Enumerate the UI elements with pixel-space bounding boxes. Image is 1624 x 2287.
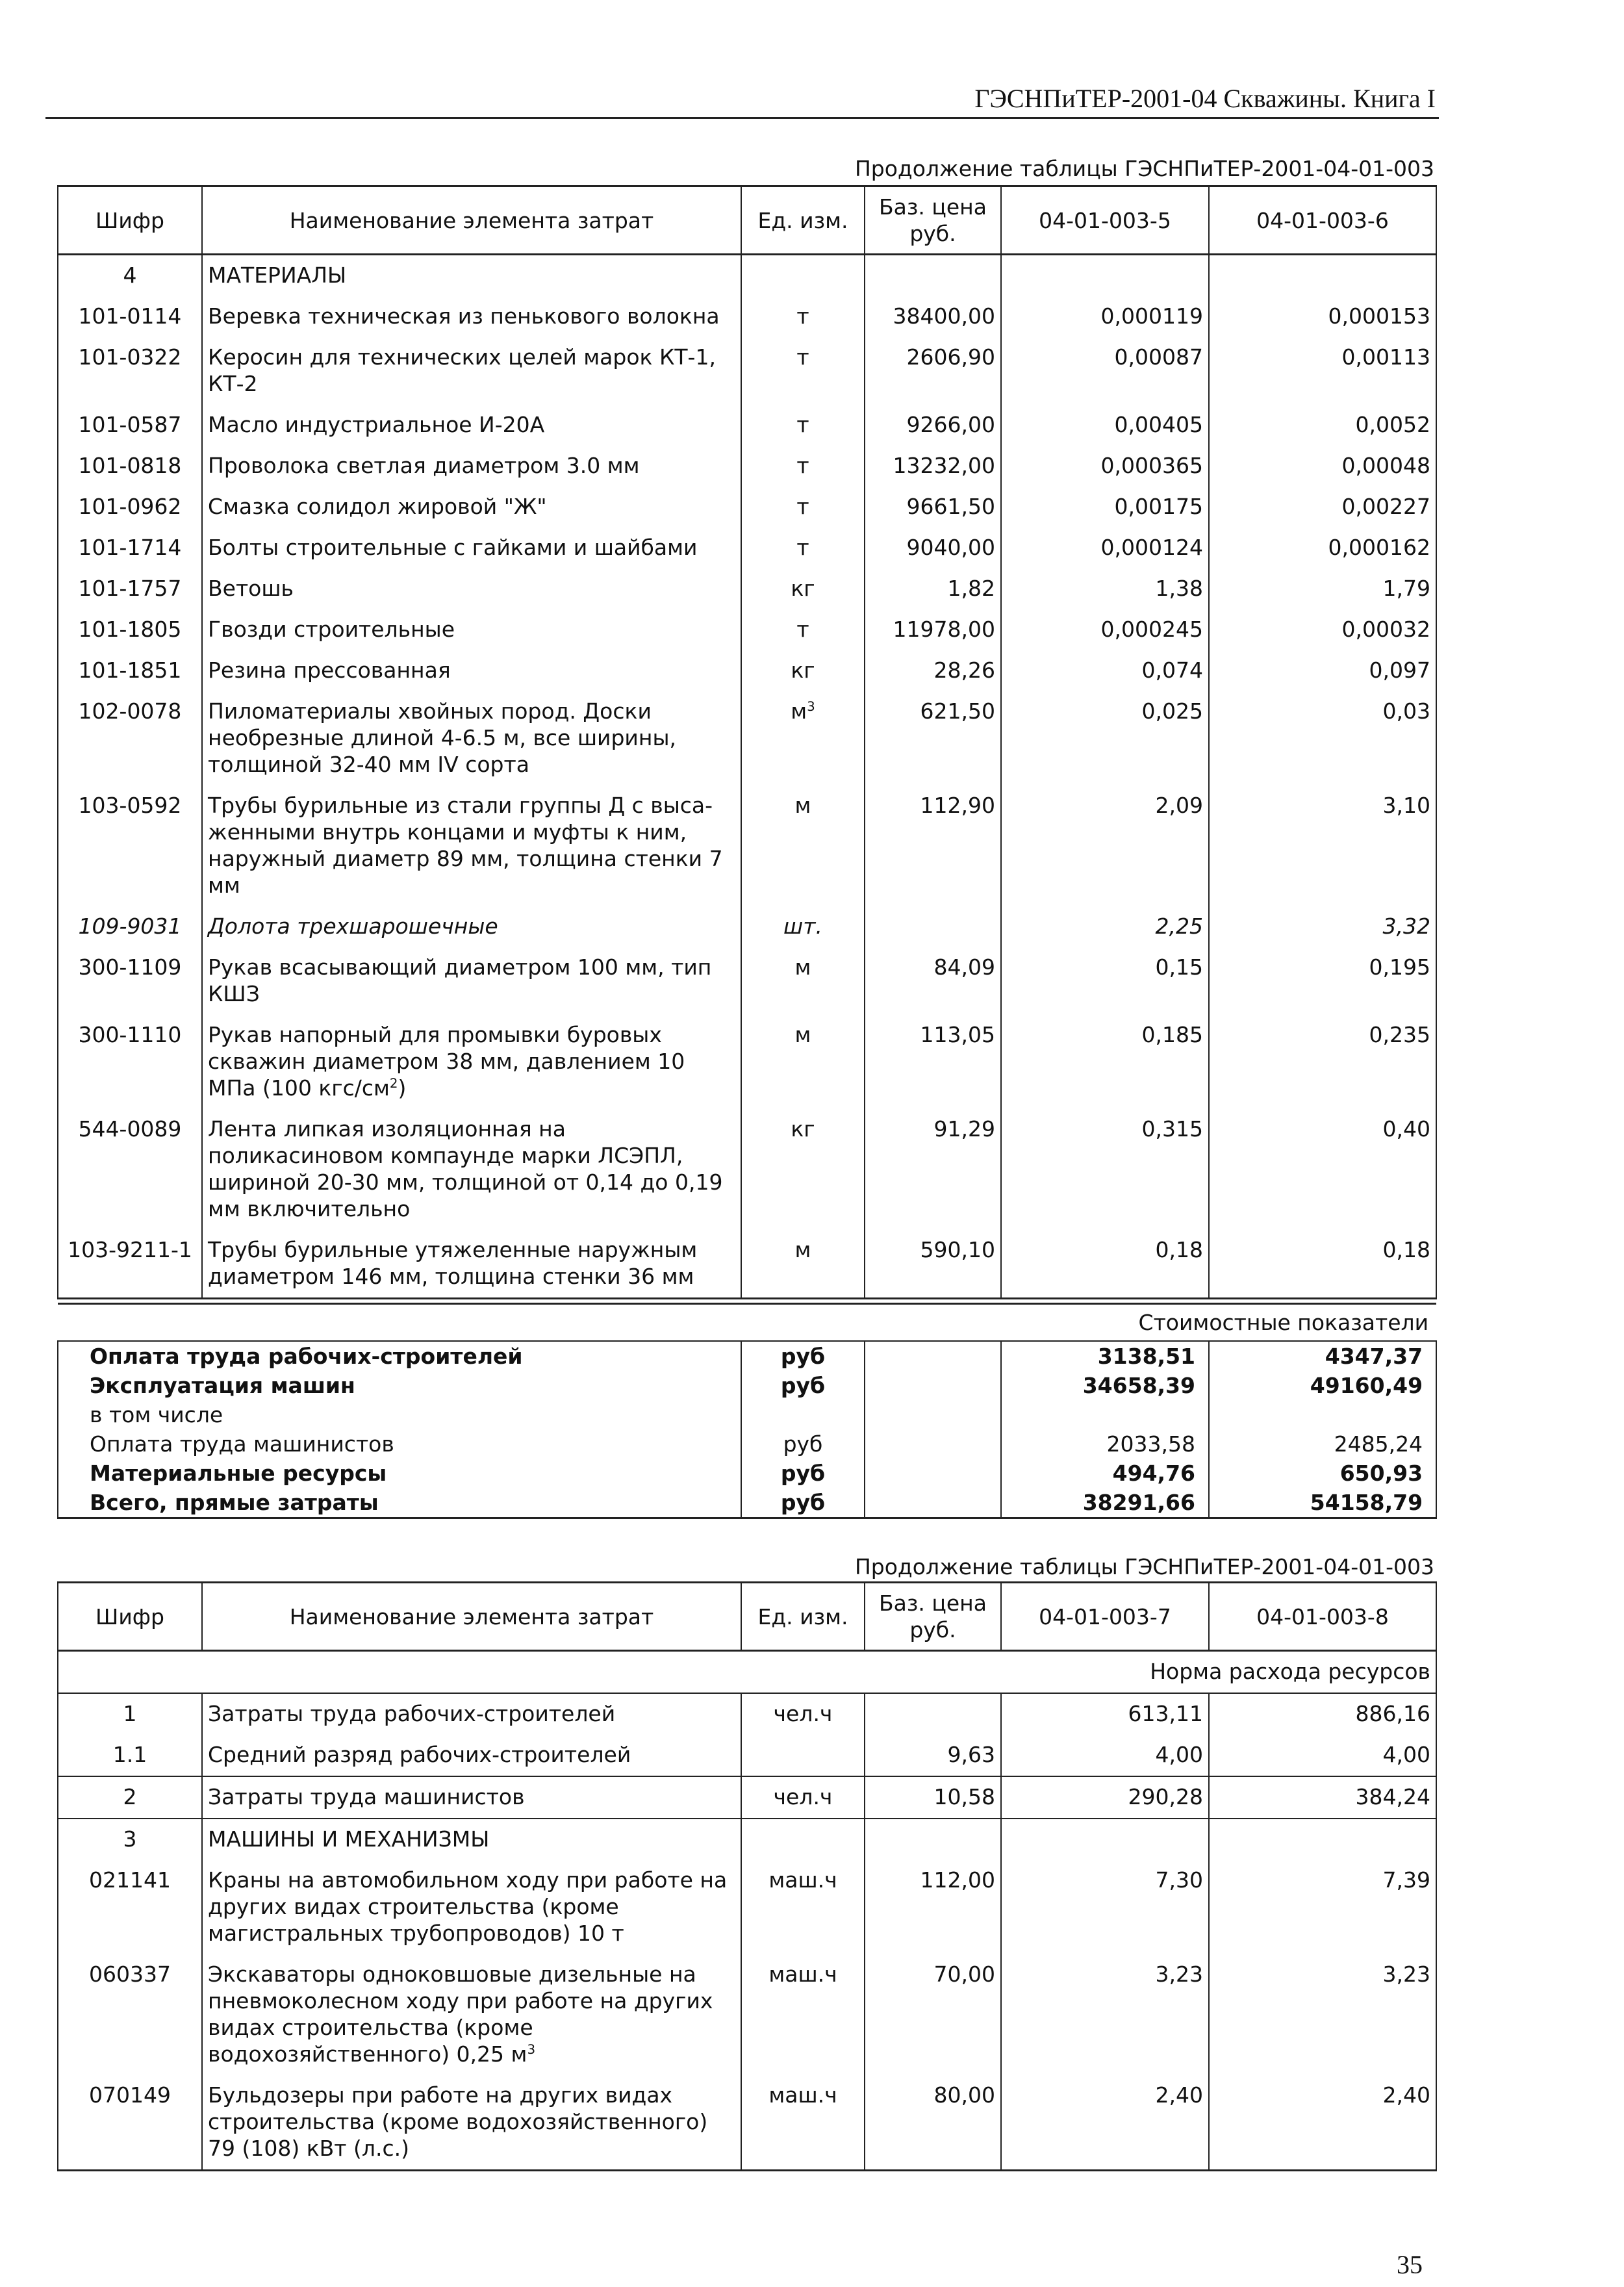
row-value-2: 0,195	[1209, 947, 1436, 1015]
row-value-2: 0,18	[1209, 1230, 1436, 1299]
row-value-1: 7,30	[1001, 1860, 1209, 1954]
col-header-code: Шифр	[58, 1583, 202, 1651]
row-value-2: 0,235	[1209, 1015, 1436, 1109]
table-header-row	[58, 1583, 1436, 1651]
row-value-2: 0,40	[1209, 1109, 1436, 1230]
cost-value-2: 49160,49	[1209, 1371, 1436, 1400]
empty-cell	[1209, 255, 1436, 297]
table-header-row	[58, 186, 1436, 255]
row-unit: шт.	[741, 906, 865, 947]
row-value-1: 2,09	[1001, 786, 1209, 906]
row-value-2: 0,0052	[1209, 405, 1436, 446]
col-header-name: Наименование элемента затрат	[202, 1583, 741, 1651]
row-unit: т	[741, 446, 865, 487]
cost-label: Эксплуатация машин	[58, 1371, 741, 1400]
row-price: 9040,00	[865, 528, 1001, 569]
row-value-2: 0,00048	[1209, 446, 1436, 487]
header-rule	[45, 117, 1439, 119]
row-code: 103-9211-1	[58, 1230, 202, 1299]
col-header-code: Шифр	[58, 186, 202, 255]
row-code: 070149	[58, 2075, 202, 2171]
row-value-1: 0,00087	[1001, 337, 1209, 405]
row-value-2: 886,16	[1209, 1693, 1436, 1735]
row-value-2: 0,000162	[1209, 528, 1436, 569]
cost-value-1	[1001, 1400, 1209, 1429]
table-row	[58, 650, 1436, 691]
cost-unit: руб	[741, 1341, 865, 1371]
cost-label: Материальные ресурсы	[58, 1459, 741, 1488]
row-value-2	[1209, 1819, 1436, 1860]
row-unit: т	[741, 337, 865, 405]
cost-value-2: 2485,24	[1209, 1429, 1436, 1459]
row-price	[865, 1819, 1001, 1860]
row-price: 28,26	[865, 650, 1001, 691]
row-code: 101-0818	[58, 446, 202, 487]
row-unit: м	[741, 947, 865, 1015]
table-row	[58, 487, 1436, 528]
row-code: 102-0078	[58, 691, 202, 786]
row-value-2: 2,40	[1209, 2075, 1436, 2171]
row-value-1: 0,000245	[1001, 609, 1209, 650]
table-row	[58, 405, 1436, 446]
row-value-1: 0,025	[1001, 691, 1209, 786]
row-name: Краны на автомобильном ходу при работе на других видах строительства (кроме магистральных трубопроводов) 10 т	[202, 1860, 741, 1954]
row-price	[865, 1693, 1001, 1735]
col-header-value-2: 04-01-003-6	[1209, 186, 1436, 255]
materials-table-body	[58, 255, 1436, 1299]
table-row	[58, 569, 1436, 609]
row-name: Ветошь	[202, 569, 741, 609]
col-header-value-2: 04-01-003-8	[1209, 1583, 1436, 1651]
row-code: 101-1851	[58, 650, 202, 691]
row-code: 3	[58, 1819, 202, 1860]
row-name: Трубы бурильные утяжеленные наружным диаметром 146 мм, толщина стенки 36 мм	[202, 1230, 741, 1299]
cost-unit: руб	[741, 1371, 865, 1400]
table-row	[58, 2075, 1436, 2171]
row-code: 101-1757	[58, 569, 202, 609]
cost-label: Оплата труда машинистов	[58, 1429, 741, 1459]
row-code: 300-1110	[58, 1015, 202, 1109]
row-price: 112,00	[865, 1860, 1001, 1954]
col-header-unit: Ед. изм.	[741, 1583, 865, 1651]
cost-value-1: 2033,58	[1001, 1429, 1209, 1459]
row-price: 9266,00	[865, 405, 1001, 446]
row-code: 101-0587	[58, 405, 202, 446]
col-header-unit: Ед. изм.	[741, 186, 865, 255]
cost-label: Всего, прямые затраты	[58, 1488, 741, 1518]
row-value-2: 0,00227	[1209, 487, 1436, 528]
cost-spacer	[865, 1429, 1001, 1459]
cost-value-1: 494,76	[1001, 1459, 1209, 1488]
materials-table	[57, 185, 1437, 1299]
row-value-2: 0,00032	[1209, 609, 1436, 650]
row-price: 590,10	[865, 1230, 1001, 1299]
cost-value-1: 38291,66	[1001, 1488, 1209, 1518]
row-price: 38400,00	[865, 296, 1001, 337]
row-code: 1.1	[58, 1735, 202, 1776]
row-name: Керосин для технических целей марок КТ-1, КТ-2	[202, 337, 741, 405]
row-code: 021141	[58, 1860, 202, 1954]
table-row	[58, 1954, 1436, 2075]
col-header-value-1: 04-01-003-7	[1001, 1583, 1209, 1651]
cost-row	[58, 1400, 1436, 1429]
row-price: 2606,90	[865, 337, 1001, 405]
row-value-2: 0,00113	[1209, 337, 1436, 405]
cost-unit: руб	[741, 1429, 865, 1459]
table-row	[58, 1735, 1436, 1776]
table-row	[58, 296, 1436, 337]
row-price: 91,29	[865, 1109, 1001, 1230]
row-price: 1,82	[865, 569, 1001, 609]
row-name: Веревка техническая из пенькового волокна	[202, 296, 741, 337]
row-value-1: 0,000365	[1001, 446, 1209, 487]
row-code: 101-0322	[58, 337, 202, 405]
table-caption: Продолжение таблицы ГЭСНПиТЕР-2001-04-01-003	[854, 156, 1434, 181]
row-price: 112,90	[865, 786, 1001, 906]
row-value-1: 0,18	[1001, 1230, 1209, 1299]
row-name: Бульдозеры при работе на других видах строительства (кроме водохозяйственного) 79 (108) кВт (л.с.)	[202, 2075, 741, 2171]
cost-row	[58, 1371, 1436, 1400]
row-value-2: 3,23	[1209, 1954, 1436, 2075]
row-price: 113,05	[865, 1015, 1001, 1109]
cost-value-1: 3138,51	[1001, 1341, 1209, 1371]
table-row	[58, 528, 1436, 569]
col-header-name: Наименование элемента затрат	[202, 186, 741, 255]
cost-label: в том числе	[58, 1400, 741, 1429]
page-number: 35	[1397, 2250, 1423, 2279]
row-unit: т	[741, 296, 865, 337]
empty-cell	[865, 255, 1001, 297]
row-name: Экскаваторы одноковшовые дизельные на пневмоколесном ходу при работе на других видах строительства (кроме водохозяйственного) 0,25 $м^3$	[202, 1954, 741, 2075]
cost-row	[58, 1341, 1436, 1371]
row-code: 101-1714	[58, 528, 202, 569]
table-row	[58, 1015, 1436, 1109]
cost-unit	[741, 1400, 865, 1429]
row-price: 70,00	[865, 1954, 1001, 2075]
row-name: Гвозди строительные	[202, 609, 741, 650]
norm-band-row	[58, 1651, 1436, 1694]
row-code: 101-1805	[58, 609, 202, 650]
cost-summary-body	[58, 1304, 1436, 1518]
row-value-1: 0,000124	[1001, 528, 1209, 569]
row-name: Лента липкая изоляционная на поликасиновом компаунде марки ЛСЭПЛ, шириной 20-30 мм, толщиной от 0,14 до 0,19 мм включительно	[202, 1109, 741, 1230]
row-value-1: 0,185	[1001, 1015, 1209, 1109]
section-row	[58, 255, 1436, 297]
row-code: 1	[58, 1693, 202, 1735]
cost-spacer	[865, 1400, 1001, 1429]
row-unit	[741, 1735, 865, 1776]
row-value-1: 3,23	[1001, 1954, 1209, 2075]
row-value-1: 290,28	[1001, 1776, 1209, 1819]
row-unit: чел.ч	[741, 1776, 865, 1819]
cost-value-1: 34658,39	[1001, 1371, 1209, 1400]
row-value-2: 0,03	[1209, 691, 1436, 786]
table-row	[58, 1230, 1436, 1299]
row-code: 101-0962	[58, 487, 202, 528]
row-value-2: 3,10	[1209, 786, 1436, 906]
row-unit: т	[741, 487, 865, 528]
row-value-1: 0,00175	[1001, 487, 1209, 528]
row-value-1: 0,000119	[1001, 296, 1209, 337]
row-value-2: 3,32	[1209, 906, 1436, 947]
row-price: 80,00	[865, 2075, 1001, 2171]
row-value-2: 7,39	[1209, 1860, 1436, 1954]
cost-value-2	[1209, 1400, 1436, 1429]
row-name: Резина прессованная	[202, 650, 741, 691]
resources-table-body	[58, 1651, 1436, 2171]
row-unit: $м^3$	[741, 691, 865, 786]
row-price: 13232,00	[865, 446, 1001, 487]
row-value-2: 0,000153	[1209, 296, 1436, 337]
row-unit: чел.ч	[741, 1693, 865, 1735]
row-name: Смазка солидол жировой "Ж"	[202, 487, 741, 528]
cost-spacer	[865, 1459, 1001, 1488]
norm-band: Норма расхода ресурсов	[58, 1651, 1436, 1694]
row-code: 101-0114	[58, 296, 202, 337]
row-price: 621,50	[865, 691, 1001, 786]
section-code: 4	[58, 255, 202, 297]
table-row	[58, 1109, 1436, 1230]
row-unit: кг	[741, 569, 865, 609]
col-header-price: Баз. цена руб.	[865, 1583, 1001, 1651]
cost-label: Оплата труда рабочих-строителей	[58, 1341, 741, 1371]
row-code: 544-0089	[58, 1109, 202, 1230]
cost-row	[58, 1429, 1436, 1459]
row-value-1: 0,315	[1001, 1109, 1209, 1230]
table-row	[58, 337, 1436, 405]
row-value-1: 2,40	[1001, 2075, 1209, 2171]
cost-caption: Стоимостные показатели	[58, 1304, 1436, 1342]
row-name: Долота трехшарошечные	[202, 906, 741, 947]
row-value-1	[1001, 1819, 1209, 1860]
cost-unit: руб	[741, 1488, 865, 1518]
row-price: 11978,00	[865, 609, 1001, 650]
row-name: Рукав всасывающий диаметром 100 мм, тип КШЗ	[202, 947, 741, 1015]
row-name: Затраты труда машинистов	[202, 1776, 741, 1819]
row-code: 103-0592	[58, 786, 202, 906]
running-header: ГЭСНПиТЕР-2001-04 Скважины. Книга I	[974, 84, 1436, 113]
table-row	[58, 1776, 1436, 1819]
row-unit: маш.ч	[741, 1860, 865, 1954]
empty-cell	[1001, 255, 1209, 297]
row-value-1: 4,00	[1001, 1735, 1209, 1776]
resources-table	[57, 1581, 1437, 2171]
table-row	[58, 1860, 1436, 1954]
row-name: Затраты труда рабочих-строителей	[202, 1693, 741, 1735]
table-row	[58, 609, 1436, 650]
cost-caption-row	[58, 1304, 1436, 1342]
cost-value-2: 4347,37	[1209, 1341, 1436, 1371]
table-row	[58, 1693, 1436, 1735]
row-value-2: 1,79	[1209, 569, 1436, 609]
row-unit: маш.ч	[741, 1954, 865, 2075]
row-price	[865, 906, 1001, 947]
cost-spacer	[865, 1488, 1001, 1518]
row-name: Проволока светлая диаметром 3.0 мм	[202, 446, 741, 487]
col-header-value-1: 04-01-003-5	[1001, 186, 1209, 255]
cost-row	[58, 1488, 1436, 1518]
row-price: 10,58	[865, 1776, 1001, 1819]
row-value-1: 0,15	[1001, 947, 1209, 1015]
table-row	[58, 691, 1436, 786]
empty-cell	[741, 255, 865, 297]
table-row	[58, 947, 1436, 1015]
row-code: 109-9031	[58, 906, 202, 947]
row-unit: т	[741, 609, 865, 650]
row-price: 9661,50	[865, 487, 1001, 528]
row-unit: м	[741, 786, 865, 906]
row-price: 84,09	[865, 947, 1001, 1015]
row-name: Масло индустриальное И-20А	[202, 405, 741, 446]
cost-spacer	[865, 1341, 1001, 1371]
cost-value-2: 54158,79	[1209, 1488, 1436, 1518]
cost-summary-table	[57, 1303, 1437, 1519]
row-value-2: 4,00	[1209, 1735, 1436, 1776]
table-row	[58, 906, 1436, 947]
table-row	[58, 446, 1436, 487]
table-caption-2: Продолжение таблицы ГЭСНПиТЕР-2001-04-01-003	[854, 1554, 1434, 1579]
row-unit: м	[741, 1230, 865, 1299]
cost-unit: руб	[741, 1459, 865, 1488]
row-code: 2	[58, 1776, 202, 1819]
row-name: МАШИНЫ И МЕХАНИЗМЫ	[202, 1819, 741, 1860]
section-name: МАТЕРИАЛЫ	[202, 255, 741, 297]
row-value-2: 0,097	[1209, 650, 1436, 691]
row-value-1: 1,38	[1001, 569, 1209, 609]
row-unit: м	[741, 1015, 865, 1109]
row-value-1: 2,25	[1001, 906, 1209, 947]
row-value-1: 0,074	[1001, 650, 1209, 691]
cost-value-2: 650,93	[1209, 1459, 1436, 1488]
row-value-1: 0,00405	[1001, 405, 1209, 446]
cost-spacer	[865, 1371, 1001, 1400]
table-row	[58, 786, 1436, 906]
row-name: Трубы бурильные из стали группы Д с выса-женными внутрь концами и муфты к ним, наружный диаметр 89 мм, толщина стенки 7 мм	[202, 786, 741, 906]
row-unit	[741, 1819, 865, 1860]
row-unit: т	[741, 405, 865, 446]
row-value-2: 384,24	[1209, 1776, 1436, 1819]
col-header-price: Баз. цена руб.	[865, 186, 1001, 255]
table-row	[58, 1819, 1436, 1860]
cost-row	[58, 1459, 1436, 1488]
row-name: Болты строительные с гайками и шайбами	[202, 528, 741, 569]
row-code: 300-1109	[58, 947, 202, 1015]
row-price: 9,63	[865, 1735, 1001, 1776]
row-unit: кг	[741, 650, 865, 691]
row-value-1: 613,11	[1001, 1693, 1209, 1735]
row-name: Средний разряд рабочих-строителей	[202, 1735, 741, 1776]
row-unit: т	[741, 528, 865, 569]
row-code: 060337	[58, 1954, 202, 2075]
row-unit: кг	[741, 1109, 865, 1230]
row-name: Пиломатериалы хвойных пород. Доски необрезные длиной 4-6.5 м, все ширины, толщиной 32-40 мм IV сорта	[202, 691, 741, 786]
row-name: Рукав напорный для промывки буровых скважин диаметром 38 мм, давлением 10 МПа (100 кгс/$см^2$)	[202, 1015, 741, 1109]
row-unit: маш.ч	[741, 2075, 865, 2171]
